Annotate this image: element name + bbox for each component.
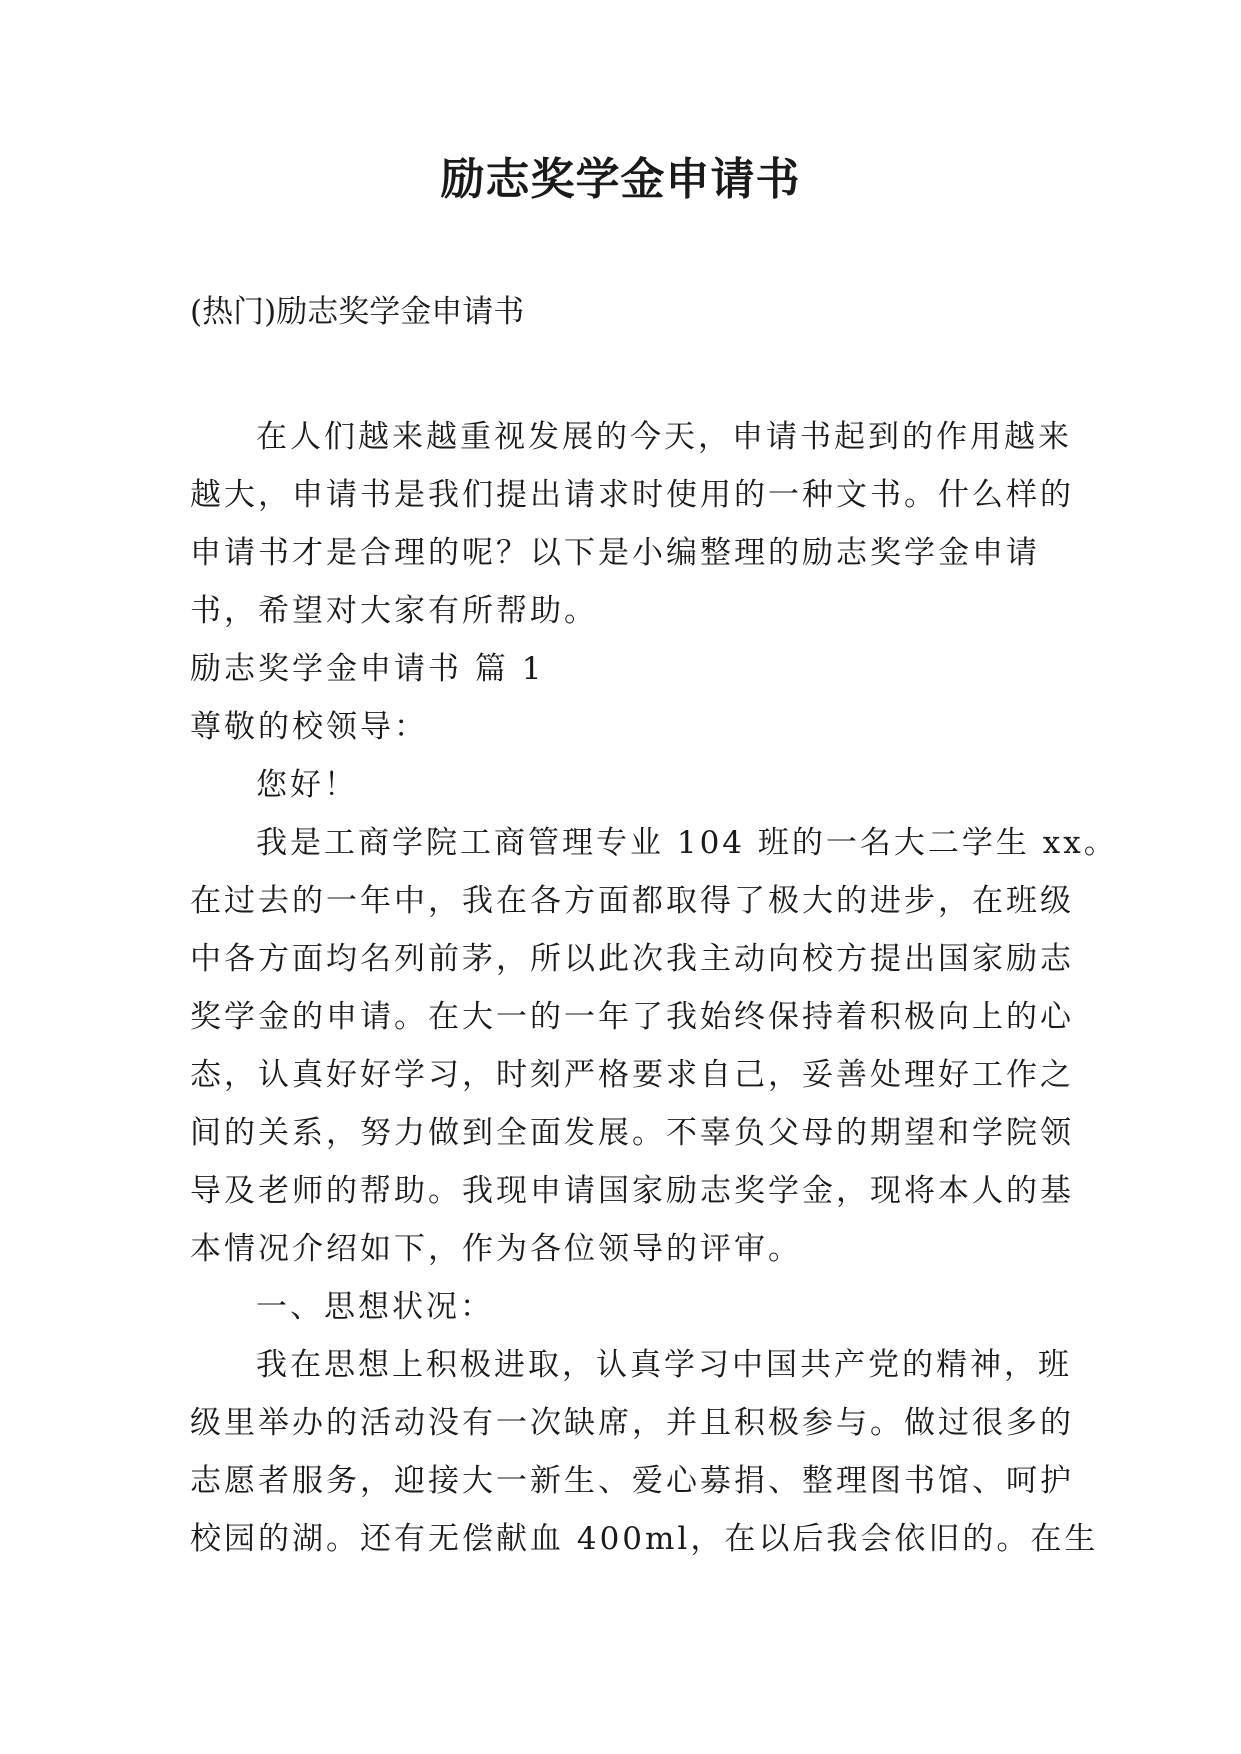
body-line: 在过去的一年中，我在各方面都取得了极大的进步，在班级 bbox=[190, 883, 1074, 919]
body-line: 您好！ bbox=[256, 767, 358, 803]
body-line: 我在思想上积极进取，认真学习中国共产党的精神，班 bbox=[256, 1347, 1072, 1383]
document-body bbox=[190, 408, 1118, 1568]
body-line: 一、思想状况： bbox=[256, 1289, 494, 1325]
body-line: 书，希望对大家有所帮助。 bbox=[190, 593, 598, 629]
body-line: 级里举办的活动没有一次缺席，并且积极参与。做过很多的 bbox=[190, 1405, 1074, 1441]
body-line: 志愿者服务，迎接大一新生、爱心募捐、整理图书馆、呵护 bbox=[190, 1463, 1074, 1499]
body-line: 在人们越来越重视发展的今天，申请书起到的作用越来 bbox=[256, 419, 1072, 455]
document-subtitle: (热门)励志奖学金申请书 bbox=[190, 294, 525, 330]
body-line: 越大，申请书是我们提出请求时使用的一种文书。什么样的 bbox=[190, 477, 1074, 513]
body-line: 我是工商学院工商管理专业 104 班的一名大二学生 xx。 bbox=[256, 825, 1118, 861]
body-line: 奖学金的申请。在大一的一年了我始终保持着积极向上的心 bbox=[190, 999, 1074, 1035]
body-line: 尊敬的校领导： bbox=[190, 709, 428, 745]
body-line: 中各方面均名列前茅，所以此次我主动向校方提出国家励志 bbox=[190, 941, 1074, 977]
document-title: 励志奖学金申请书 bbox=[440, 154, 801, 205]
body-line: 校园的湖。还有无偿献血 400ml，在以后我会依旧的。在生 bbox=[190, 1521, 1099, 1557]
body-line: 申请书才是合理的呢？以下是小编整理的励志奖学金申请 bbox=[190, 535, 1040, 571]
body-line: 励志奖学金申请书 篇 1 bbox=[190, 651, 545, 687]
body-line: 导及老师的帮助。我现申请国家励志奖学金，现将本人的基 bbox=[190, 1173, 1074, 1209]
body-line: 本情况介绍如下，作为各位领导的评审。 bbox=[190, 1231, 802, 1267]
body-line: 间的关系，努力做到全面发展。不辜负父母的期望和学院领 bbox=[190, 1115, 1074, 1151]
body-line: 态，认真好好学习，时刻严格要求自己，妥善处理好工作之 bbox=[190, 1057, 1074, 1093]
